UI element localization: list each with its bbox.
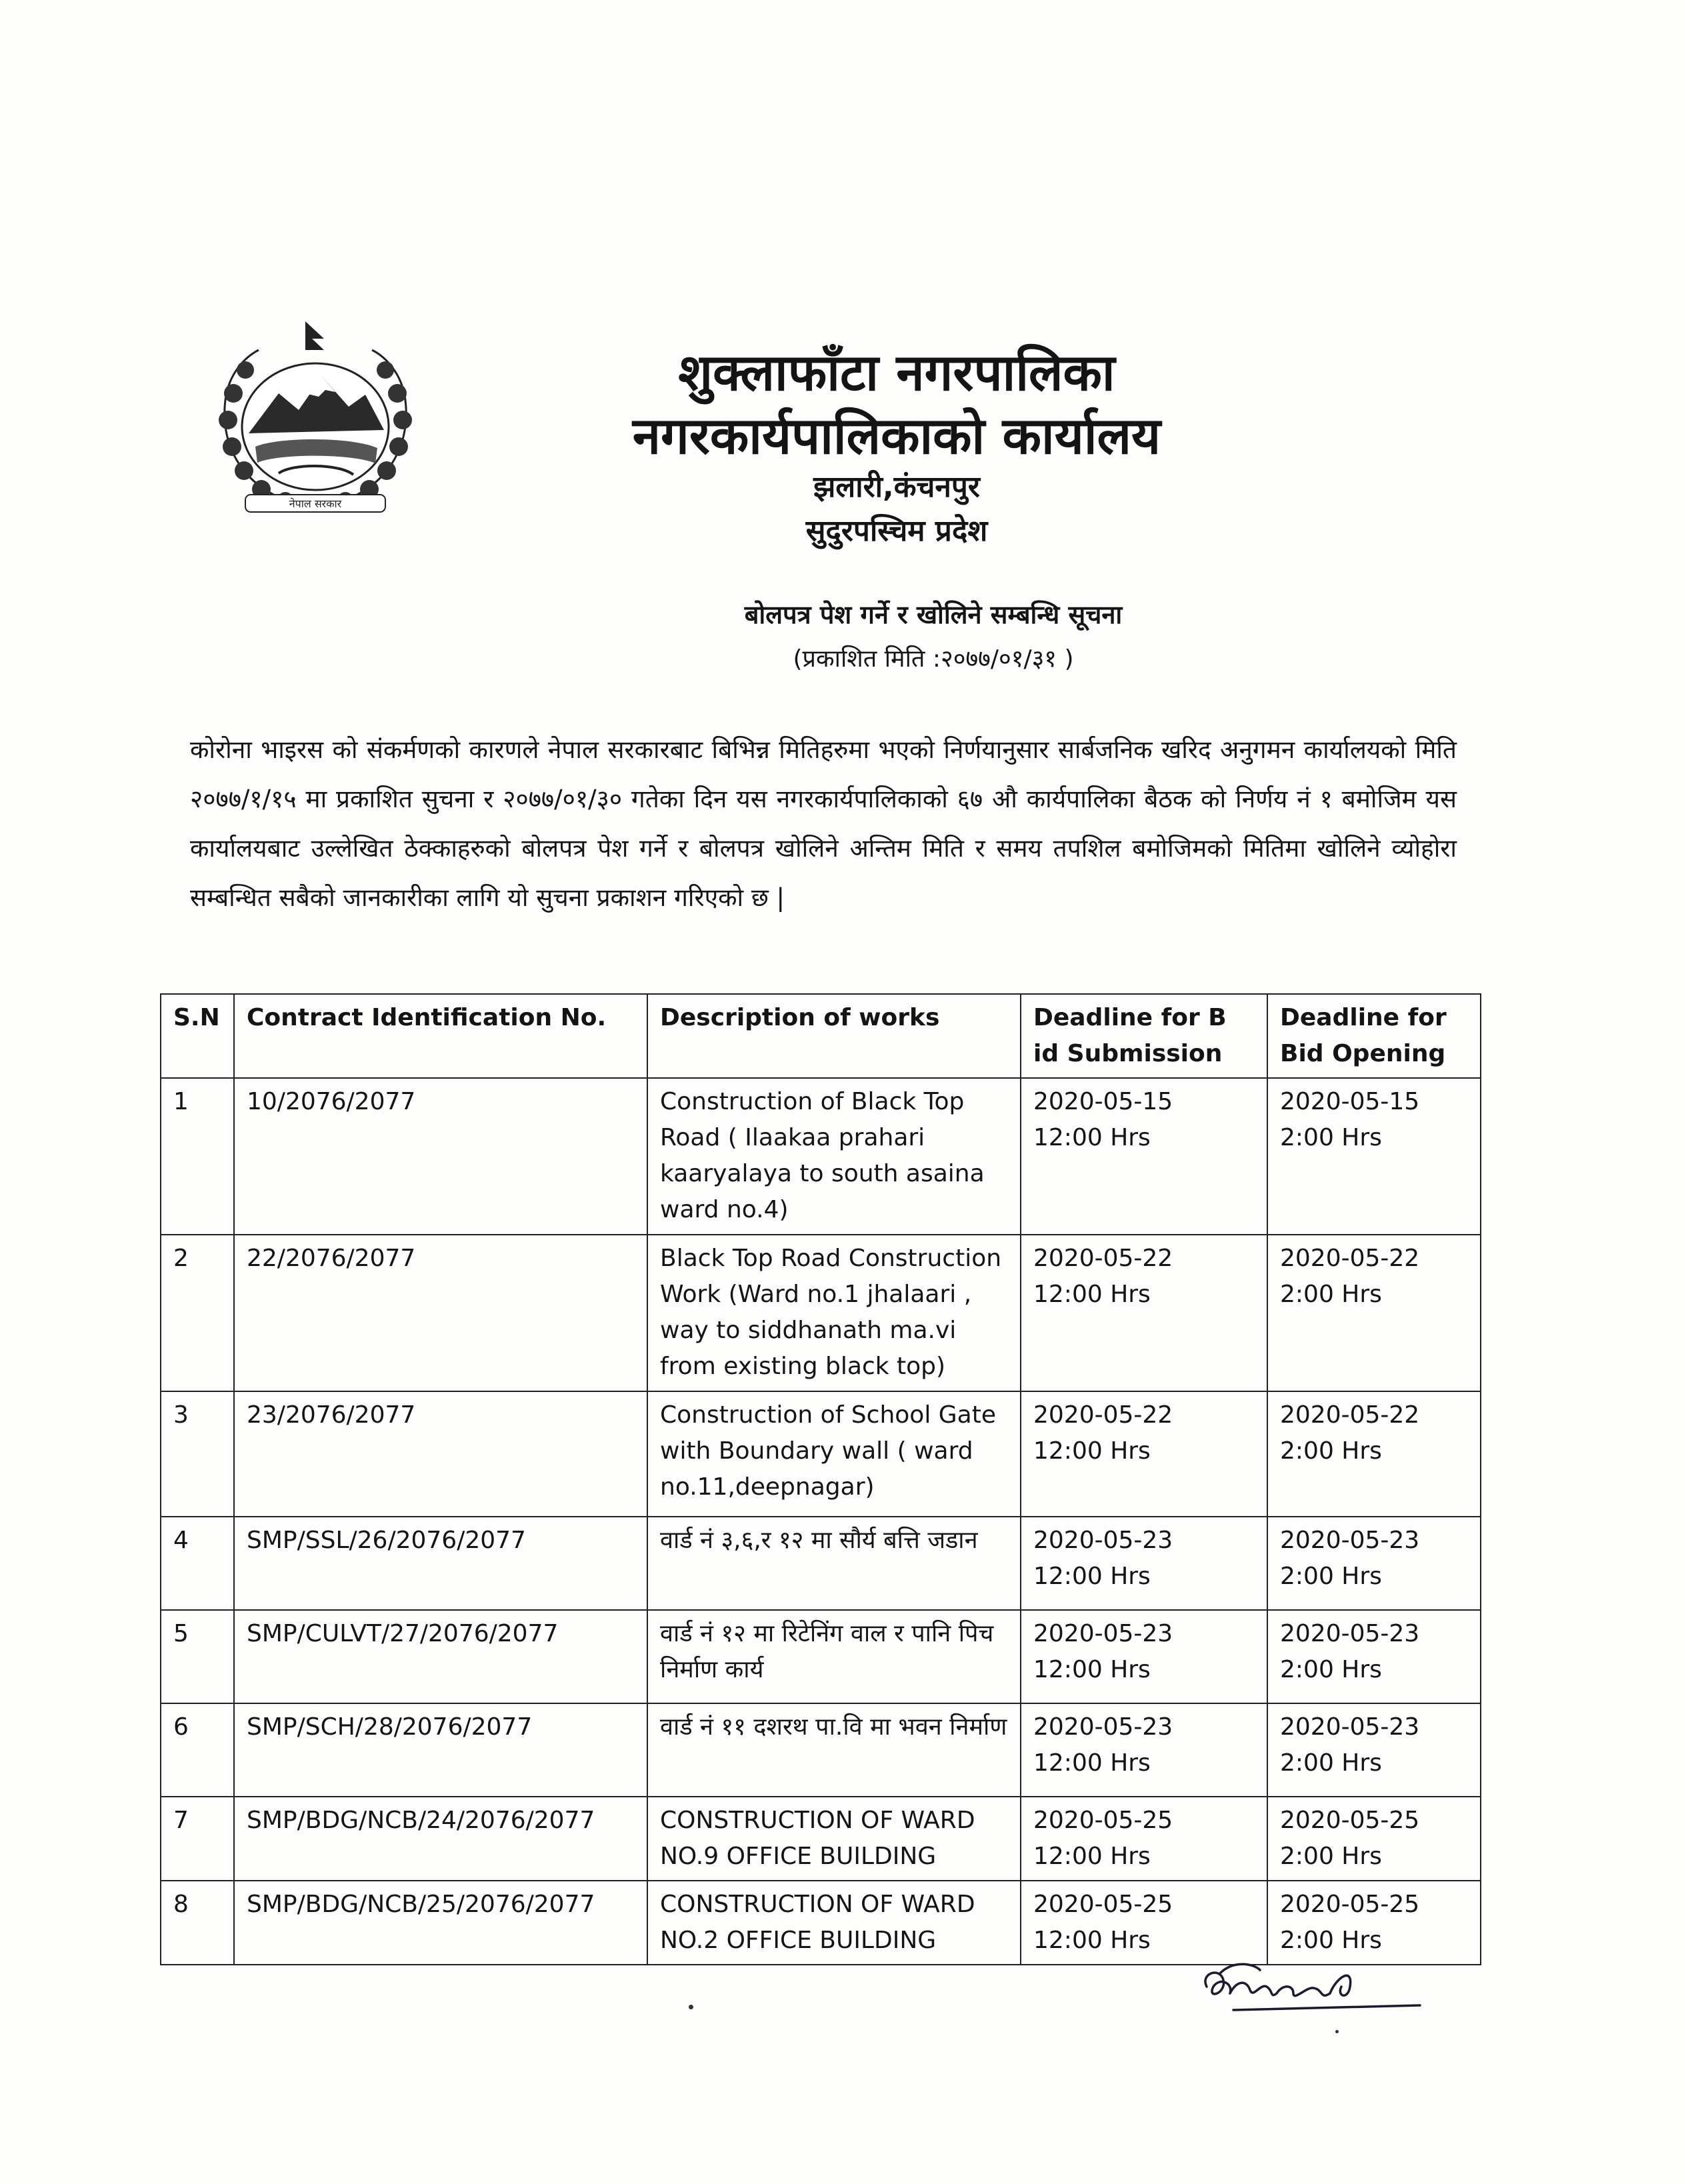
cell-opening: 2020-05-15 2:00 Hrs bbox=[1267, 1078, 1481, 1235]
cell-contract: SMP/BDG/NCB/24/2076/2077 bbox=[234, 1797, 647, 1881]
cell-opening: 2020-05-22 2:00 Hrs bbox=[1267, 1235, 1481, 1391]
table-row bbox=[161, 1610, 1481, 1703]
notice-body: कोरोना भाइरस को संकर्मणको कारणले नेपाल सरकारबाट बिभिन्न मितिहरुमा भएको निर्णयानुसार सार्बजनिक खरिद अनुगमन कार्यालयको मिति २०७७/१/१५ मा प्रकाशित सुचना र २०७७/०१/३० गतेका दिन यस नगरकार्यपालिकाको ६७ औ कार्यपालिका बैठक को निर्णय नं १ बमोजिम यस कार्यालयबाट उल्लेखित ठेक्काहरुको बोलपत्र पेश गर्ने र बोलपत्र खोलिने अन्तिम मिति र समय तपशिल बमोजिमको मितिमा खोलिने व्योहोरा सम्बन्धित सबैको जानकारीका लागि यो सुचना प्रकाशन गरिएको छ | bbox=[190, 735, 1457, 912]
table-row bbox=[161, 1391, 1481, 1517]
cell-contract: SMP/CULVT/27/2076/2077 bbox=[234, 1610, 647, 1703]
col-header-submission: Deadline for B id Submission bbox=[1021, 994, 1267, 1078]
cell-sn: 2 bbox=[161, 1235, 234, 1391]
cell-description: Black Top Road Construction Work (Ward no.1 jhalaari , way to siddhanath ma.vi from existing black top) bbox=[647, 1235, 1021, 1391]
col-header-opening: Deadline for Bid Opening bbox=[1267, 994, 1481, 1078]
cell-submission: 2020-05-23 12:00 Hrs bbox=[1021, 1610, 1267, 1703]
svg-text:नेपाल सरकार: नेपाल सरकार bbox=[289, 497, 342, 510]
cell-sn: 4 bbox=[161, 1517, 234, 1610]
cell-contract: 23/2076/2077 bbox=[234, 1391, 647, 1517]
col-header-description: Description of works bbox=[647, 994, 1021, 1078]
cell-opening: 2020-05-23 2:00 Hrs bbox=[1267, 1610, 1481, 1703]
cell-submission: 2020-05-22 12:00 Hrs bbox=[1021, 1235, 1267, 1391]
table-row bbox=[161, 1703, 1481, 1797]
cell-submission: 2020-05-22 12:00 Hrs bbox=[1021, 1391, 1267, 1517]
cell-description: CONSTRUCTION OF WARD NO.9 OFFICE BUILDING bbox=[647, 1797, 1021, 1881]
table-row bbox=[161, 1235, 1481, 1391]
cell-sn: 7 bbox=[161, 1797, 234, 1881]
col-header-contract: Contract Identification No. bbox=[234, 994, 647, 1078]
office-name: नगरकार्यपालिकाको कार्यालय bbox=[632, 406, 1161, 465]
province-name: सुदुरपस्चिम प्रदेश bbox=[805, 514, 988, 548]
cell-submission: 2020-05-25 12:00 Hrs bbox=[1021, 1881, 1267, 1965]
cell-contract: SMP/SSL/26/2076/2077 bbox=[234, 1517, 647, 1610]
cell-sn: 3 bbox=[161, 1391, 234, 1517]
published-date: (प्रकाशित मिति :२०७७/०१/३१ ) bbox=[793, 645, 1074, 673]
cell-sn: 1 bbox=[161, 1078, 234, 1235]
cell-opening: 2020-05-25 2:00 Hrs bbox=[1267, 1881, 1481, 1965]
cell-description: वार्ड नं ३,६,र १२ मा सौर्य बत्ति जडान bbox=[647, 1517, 1021, 1610]
nepal-government-emblem-icon bbox=[205, 320, 425, 520]
speck bbox=[1335, 2030, 1339, 2033]
table-header-row bbox=[161, 994, 1481, 1078]
cell-sn: 6 bbox=[161, 1703, 234, 1797]
handwritten-signature-icon bbox=[1193, 1947, 1433, 2027]
cell-contract: SMP/SCH/28/2076/2077 bbox=[234, 1703, 647, 1797]
cell-submission: 2020-05-23 12:00 Hrs bbox=[1021, 1703, 1267, 1797]
cell-sn: 5 bbox=[161, 1610, 234, 1703]
cell-description: Construction of Black Top Road ( Ilaakaa prahari kaaryalaya to south asaina ward no.4) bbox=[647, 1078, 1021, 1235]
table-row bbox=[161, 1797, 1481, 1881]
cell-description: वार्ड नं १२ मा रिटेनिंग वाल र पानि पिच निर्माण कार्य bbox=[647, 1610, 1021, 1703]
municipality-name: शुक्लाफाँटा नगरपालिका bbox=[678, 343, 1115, 402]
table-row bbox=[161, 1517, 1481, 1610]
cell-opening: 2020-05-22 2:00 Hrs bbox=[1267, 1391, 1481, 1517]
cell-description: वार्ड नं ११ दशरथ पा.वि मा भवन निर्माण bbox=[647, 1703, 1021, 1797]
cell-contract: 22/2076/2077 bbox=[234, 1235, 647, 1391]
cell-opening: 2020-05-23 2:00 Hrs bbox=[1267, 1703, 1481, 1797]
cell-contract: SMP/BDG/NCB/25/2076/2077 bbox=[234, 1881, 647, 1965]
office-address: झलारी,कंचनपुर bbox=[813, 470, 980, 504]
cell-submission: 2020-05-15 12:00 Hrs bbox=[1021, 1078, 1267, 1235]
cell-description: CONSTRUCTION OF WARD NO.2 OFFICE BUILDING bbox=[647, 1881, 1021, 1965]
cell-opening: 2020-05-23 2:00 Hrs bbox=[1267, 1517, 1481, 1610]
col-header-sn: S.N bbox=[161, 994, 234, 1078]
table-row bbox=[161, 1078, 1481, 1235]
cell-description: Construction of School Gate with Boundary wall ( ward no.11,deepnagar) bbox=[647, 1391, 1021, 1517]
cell-submission: 2020-05-25 12:00 Hrs bbox=[1021, 1797, 1267, 1881]
cell-submission: 2020-05-23 12:00 Hrs bbox=[1021, 1517, 1267, 1610]
tender-table bbox=[160, 993, 1481, 1965]
cell-opening: 2020-05-25 2:00 Hrs bbox=[1267, 1797, 1481, 1881]
cell-contract: 10/2076/2077 bbox=[234, 1078, 647, 1235]
cell-sn: 8 bbox=[161, 1881, 234, 1965]
notice-subject: बोलपत्र पेश गर्ने र खोलिने सम्बन्धि सूचना bbox=[744, 600, 1123, 629]
speck bbox=[689, 2005, 693, 2009]
